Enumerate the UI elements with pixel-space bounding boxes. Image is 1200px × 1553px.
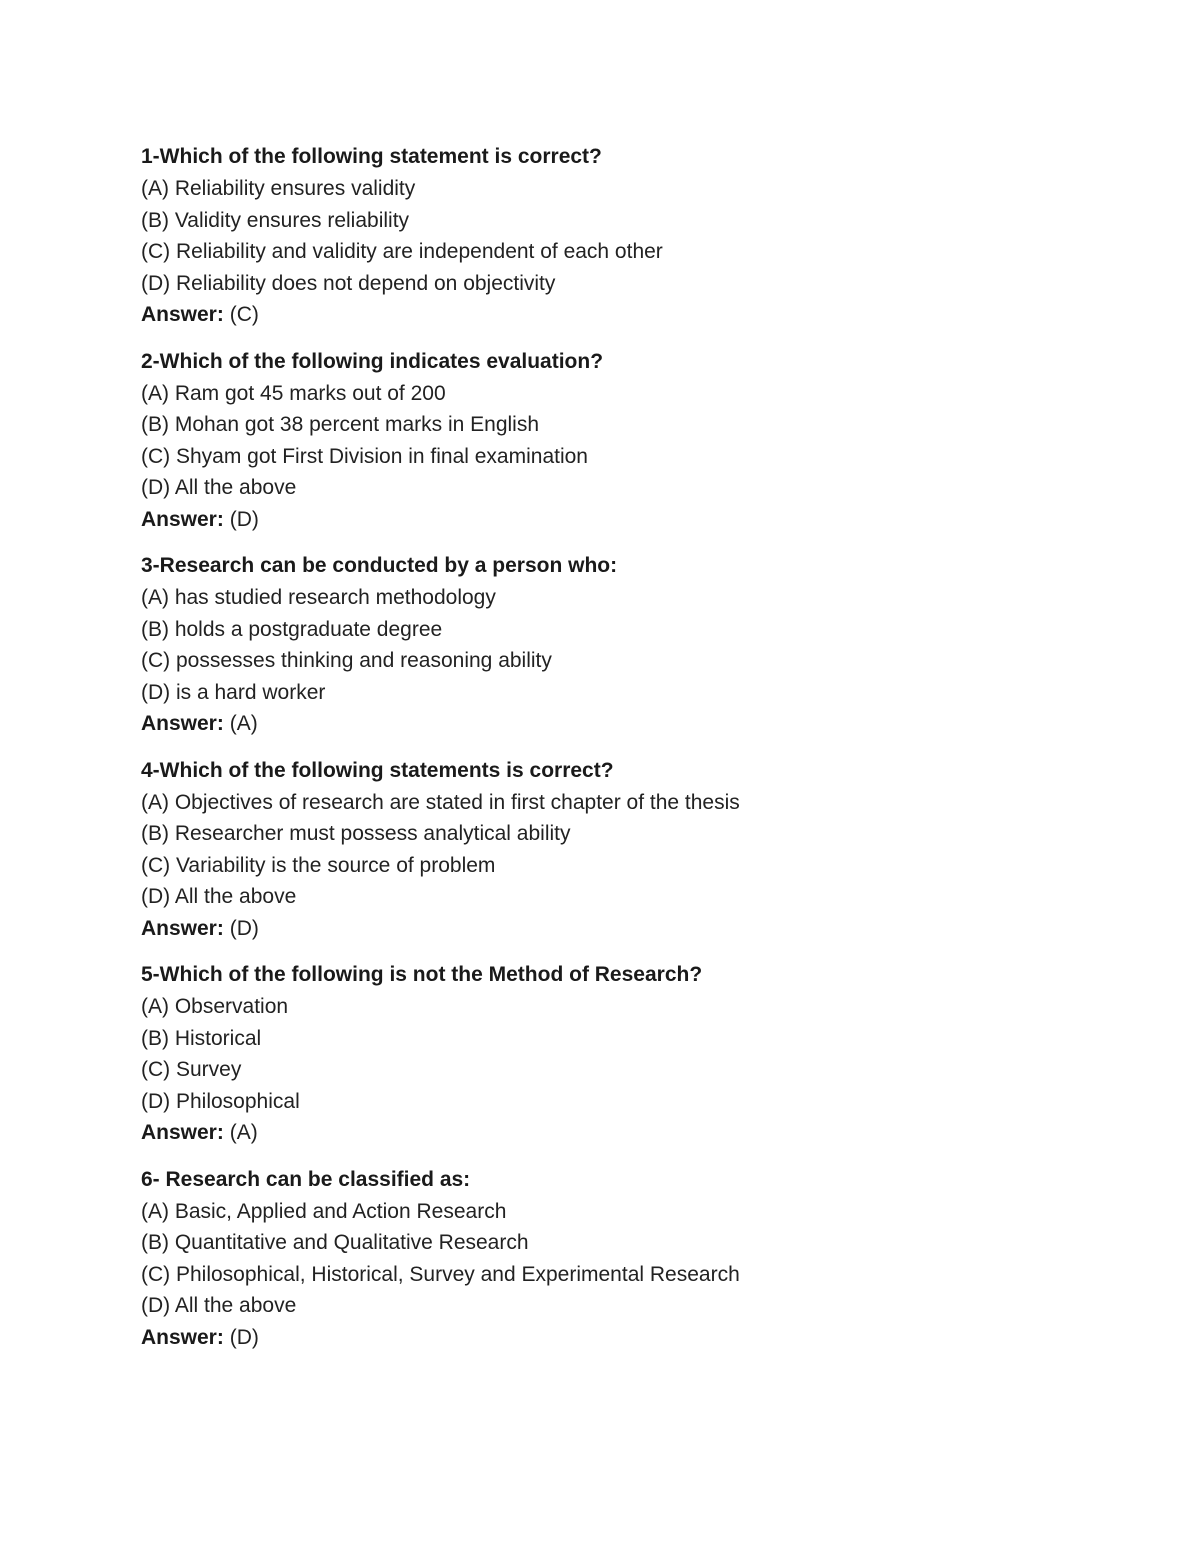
answer-line (141, 913, 1101, 945)
option-c: (C) Variability is the source of problem (141, 853, 496, 877)
option-b: (B) Historical (141, 1026, 262, 1050)
question-5 (141, 959, 1101, 1149)
answer-line (141, 1117, 1101, 1149)
option-a: (A) Ram got 45 marks out of 200 (141, 381, 446, 405)
option-d: (D) Philosophical (141, 1089, 300, 1113)
option-b: (B) Validity ensures reliability (141, 208, 410, 232)
answer-label: Answer: (141, 712, 224, 735)
answer-label: Answer: (141, 916, 224, 940)
question-6 (141, 1164, 1101, 1354)
answer-label: Answer: (141, 303, 224, 326)
answer-value: (A) (229, 1121, 258, 1144)
question-title: 5-Which of the following is not the Method of Research? (141, 963, 703, 986)
answer-label: Answer: (141, 1121, 224, 1144)
option-b: (B) holds a postgraduate degree (141, 617, 443, 641)
option-c: (C) Shyam got First Division in final examination (141, 444, 588, 468)
question-1 (141, 141, 1101, 331)
option-c: (C) Philosophical, Historical, Survey and Experimental Research (141, 1262, 740, 1286)
answer-value: (D) (229, 916, 259, 940)
answer-value: (D) (229, 507, 259, 531)
question-2 (141, 346, 1101, 536)
answer-value: (D) (229, 1325, 259, 1349)
option-b: (B) Mohan got 38 percent marks in English (141, 413, 540, 436)
option-a: (A) Basic, Applied and Action Research (141, 1199, 507, 1223)
option-a: (A) Reliability ensures validity (141, 177, 416, 200)
option-c: (C) Reliability and validity are independent of each other (141, 240, 663, 263)
question-title: 6- Research can be classified as: (141, 1167, 471, 1191)
answer-label: Answer: (141, 1325, 224, 1349)
option-d: (D) is a hard worker (141, 680, 326, 704)
option-d: (D) All the above (141, 1294, 297, 1317)
question-title: 1-Which of the following statement is correct? (141, 145, 602, 168)
document-page (141, 141, 1101, 1368)
question-title: 2-Which of the following indicates evaluation? (141, 349, 604, 373)
question-4 (141, 755, 1101, 945)
option-a: (A) Objectives of research are stated in first chapter of the thesis (141, 790, 740, 814)
answer-line (141, 299, 1101, 331)
option-b: (B) Quantitative and Qualitative Research (141, 1231, 529, 1254)
option-d: (D) Reliability does not depend on objectivity (141, 271, 556, 295)
answer-line (141, 708, 1101, 740)
answer-value: (A) (229, 712, 258, 735)
answer-line (141, 1322, 1101, 1354)
option-b: (B) Researcher must possess analytical ability (141, 822, 571, 845)
option-c: (C) Survey (141, 1058, 242, 1081)
question-title: 4-Which of the following statements is correct? (141, 758, 614, 782)
question-3 (141, 550, 1101, 740)
option-a: (A) has studied research methodology (141, 586, 496, 609)
option-d: (D) All the above (141, 476, 297, 499)
option-d: (D) All the above (141, 885, 297, 908)
answer-line (141, 504, 1101, 536)
option-c: (C) possesses thinking and reasoning ability (141, 649, 552, 672)
option-a: (A) Observation (141, 995, 289, 1018)
answer-label: Answer: (141, 507, 224, 531)
answer-value: (C) (229, 303, 259, 326)
question-title: 3-Research can be conducted by a person who: (141, 554, 618, 577)
